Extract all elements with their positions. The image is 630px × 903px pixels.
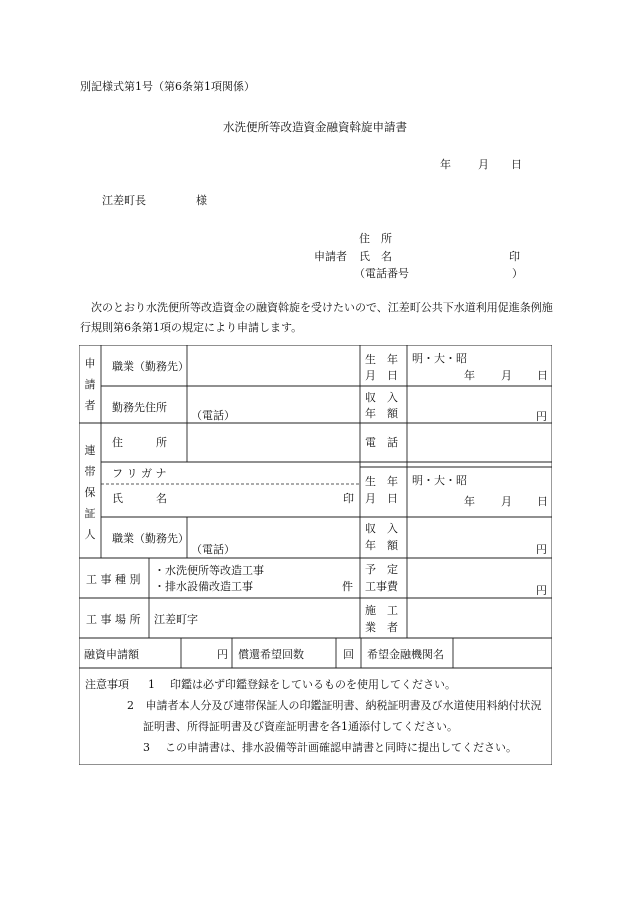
repayment-count-unit: 回 [343, 648, 354, 661]
applicant-birth-day-unit: 日 [537, 369, 548, 382]
repayment-count-label: 償還希望回数 [238, 648, 304, 661]
applicant-birth-label-1: 生 年 [365, 353, 398, 366]
guarantor-birth-label-2: 月 日 [365, 492, 398, 505]
work-type-label: 工 事 種 別 [86, 573, 141, 586]
applicant-income-label-1: 収 入 [365, 391, 398, 404]
applicant-workplace-phone-label: （電話） [191, 409, 235, 422]
applicant-occupation-label: 職業（勤務先） [112, 360, 189, 373]
applicant-phone-open: （電話番号 [354, 267, 409, 280]
applicant-income-yen-unit: 円 [536, 410, 547, 423]
preferred-bank-label: 希望金融機関名 [367, 648, 444, 661]
notes-item-2 [127, 695, 548, 737]
notes-heading: 注意事項 [85, 678, 129, 691]
addressee-name: 江差町長 [102, 194, 146, 207]
notes-item-2-text: 申請者本人分及び連帯保証人の印鑑証明書、納税証明書及び水道使用料納付状況証明書、所得証明書及び資産証明書を各1通添付してください。 [143, 699, 542, 733]
guarantor-work-phone-label: （電話） [191, 543, 235, 556]
applicant-occupation-field[interactable] [187, 345, 360, 386]
guarantor-seal-mark: 印 [343, 492, 354, 505]
intro-paragraph: 次のとおり水洗便所等改造資金の融資斡旋を受けたいので、江差町公共下水道利用促進条例施行規則第6条第1項の規定により申請します。 [80, 301, 553, 334]
work-cost-label-1: 予 定 [365, 563, 398, 576]
date-month-label: 月 [478, 158, 489, 171]
notes-item-1-number: 1 [148, 678, 155, 691]
guarantor-era-options[interactable]: 明・大・昭 [412, 474, 467, 487]
guarantor-phone-label: 電 話 [365, 436, 398, 449]
work-cost-yen-unit: 円 [536, 584, 547, 597]
applicant-phone-close: ） [512, 267, 523, 280]
applicant-address-label: 住 所 [359, 232, 392, 245]
guarantor-birth-month-unit: 月 [501, 495, 512, 508]
applicant-role-label: 申請者 [314, 250, 347, 263]
form-number: 別記様式第1号（第6条第1項関係） [80, 80, 255, 93]
guarantor-income-label-1: 収 入 [365, 522, 398, 535]
guarantor-furigana-label: フ リ ガ ナ [112, 467, 167, 480]
notes-item-3 [143, 737, 548, 758]
contractor-label-2: 業 者 [365, 621, 398, 634]
work-count-unit: 件 [342, 580, 353, 593]
work-type-option-drainage[interactable]: ・排水設備改造工事 [154, 580, 253, 593]
guarantor-name-label: 氏 名 [112, 492, 167, 505]
notes-item-2-number: 2 [127, 699, 134, 712]
guarantor-birth-day-unit: 日 [537, 495, 548, 508]
guarantor-income-label-2: 年 額 [365, 539, 398, 552]
guarantor-occupation-label: 職業（勤務先） [112, 532, 189, 545]
applicant-seal-mark: 印 [509, 250, 520, 263]
notes-item-3-text: この申請書は、排水設備等計画確認申請書と同時に提出してください。 [165, 741, 517, 754]
guarantor-birth-label-1: 生 年 [365, 475, 398, 488]
applicant-workplace-address-label: 勤務先住所 [112, 401, 167, 414]
notes-item-3-number: 3 [143, 741, 150, 754]
applicant-name-label: 氏 名 [359, 250, 392, 263]
applicant-birth-month-unit: 月 [501, 369, 512, 382]
guarantor-birth-year-unit: 年 [464, 495, 475, 508]
application-table [79, 345, 552, 765]
addressee-honorific: 様 [196, 194, 207, 207]
guarantor-income-yen-unit: 円 [536, 543, 547, 556]
loan-amount-yen-unit: 円 [217, 648, 228, 661]
notes-item-1-text: 印鑑は必ず印鑑登録をしているものを使用してください。 [170, 678, 456, 691]
date-year-label: 年 [440, 158, 451, 171]
guarantor-address-label: 住 所 [112, 436, 167, 449]
notes-item-1 [85, 674, 550, 695]
preferred-bank-field[interactable] [453, 638, 552, 668]
form-title: 水洗便所等改造資金融資斡旋申請書 [223, 120, 407, 134]
applicant-section-label: 申請者 [84, 357, 96, 412]
applicant-birth-year-unit: 年 [464, 369, 475, 382]
applicant-income-label-2: 年 額 [365, 407, 398, 420]
work-cost-label-2: 工事費 [365, 580, 398, 593]
contractor-label-1: 施 工 [365, 604, 398, 617]
work-type-option-toilet[interactable]: ・水洗便所等改造工事 [154, 564, 264, 577]
applicant-era-options[interactable]: 明・大・昭 [412, 352, 467, 365]
applicant-birth-label-2: 月 日 [365, 369, 398, 382]
date-day-label: 日 [511, 158, 522, 171]
guarantor-section-label: 連帯保証人 [84, 444, 96, 541]
work-place-label: 工 事 場 所 [86, 613, 141, 626]
work-place-value[interactable]: 江差町字 [154, 613, 198, 626]
loan-amount-label: 融資申請額 [84, 648, 139, 661]
